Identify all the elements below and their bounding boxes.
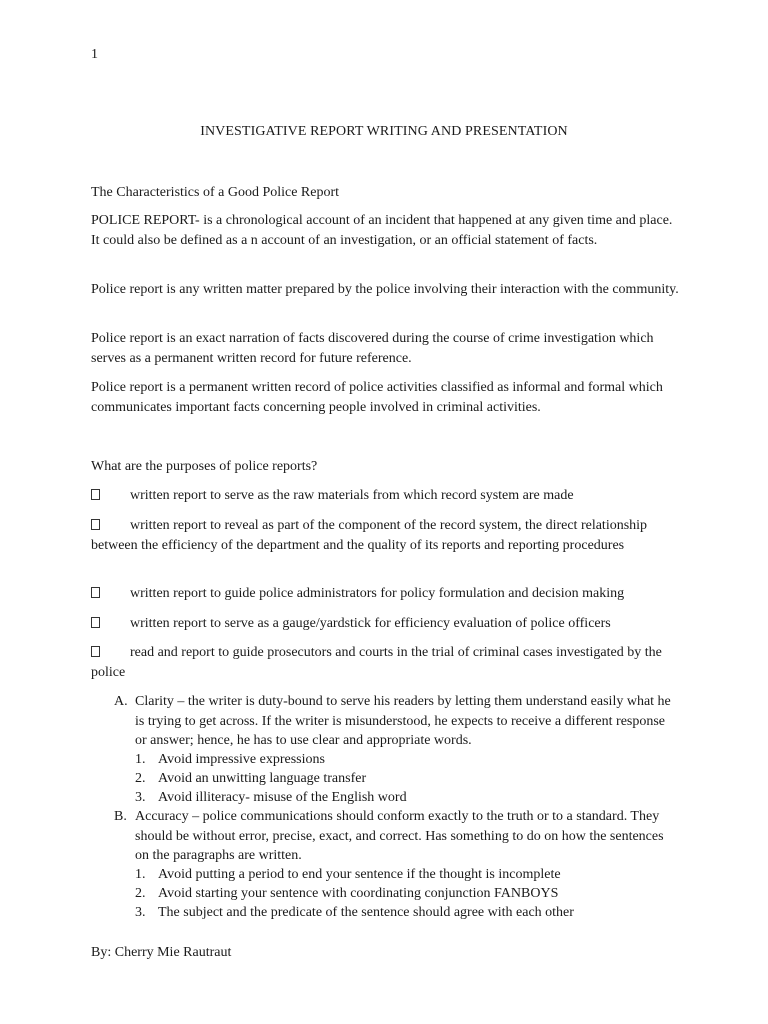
paragraph <box>91 329 681 368</box>
list-number: 1. <box>135 867 146 882</box>
purposes-heading-text: What are the purposes of police reports? <box>91 459 318 474</box>
characteristic-item <box>114 692 674 751</box>
list-item <box>91 614 681 634</box>
sub-list-item <box>135 865 655 884</box>
sub-list-text: Avoid putting a period to end your sentence if the thought is incomplete <box>158 867 561 882</box>
characteristic-text: Clarity – the writer is duty-bound to serve his readers by letting them understand easily what he is trying to get across. If the writer is misunderstood, he expects to receive a different response or answer; hence, he has to use clear and appropriate words. <box>135 694 671 748</box>
sub-list-item <box>135 750 655 769</box>
paragraph-text: POLICE REPORT- is a chronological account of an incident that happened at any given time and place. It could also be defined as a n account of an investigation, or an official statement of facts. <box>91 213 673 248</box>
sub-list-item <box>135 903 655 922</box>
sub-list-text: Avoid impressive expressions <box>158 752 325 767</box>
sub-list-item <box>135 769 655 788</box>
list-letter: A. <box>114 694 128 709</box>
paragraph <box>91 378 681 417</box>
bullet-box-icon <box>91 617 100 628</box>
list-item <box>91 584 681 604</box>
characteristic-item <box>114 807 674 866</box>
bullet-box-icon <box>91 489 100 500</box>
list-item-text: written report to serve as a gauge/yardstick for efficiency evaluation of police officers <box>130 616 611 631</box>
page-number: 1 <box>91 47 98 62</box>
list-number: 2. <box>135 771 146 786</box>
section-heading-text: The Characteristics of a Good Police Report <box>91 185 340 200</box>
sub-list-item <box>135 788 655 807</box>
list-item <box>91 643 681 682</box>
bullet-box-icon <box>91 587 100 598</box>
bullet-box-icon <box>91 646 100 657</box>
list-item <box>91 486 681 506</box>
sub-list-item <box>135 884 655 903</box>
sub-list-text: Avoid an unwitting language transfer <box>158 771 367 786</box>
list-number: 2. <box>135 886 146 901</box>
list-number: 3. <box>135 790 146 805</box>
list-item-text: written report to serve as the raw materials from which record system are made <box>130 488 574 503</box>
sub-list-text: The subject and the predicate of the sentence should agree with each other <box>158 905 574 920</box>
list-item-text: written report to reveal as part of the component of the record system, the direct relationship between the efficiency of the department and the quality of its reports and reporting procedures <box>91 518 648 553</box>
document-title: INVESTIGATIVE REPORT WRITING AND PRESENTATION <box>200 124 568 139</box>
bullet-box-icon <box>91 519 100 530</box>
characteristic-text: Accuracy – police communications should conform exactly to the truth or to a standard. They should be without error, precise, exact, and correct. Has something to do on how the sentences on the paragraphs are written. <box>135 809 664 863</box>
purposes-heading <box>91 457 681 477</box>
list-number: 3. <box>135 905 146 920</box>
paragraph-text: Police report is a permanent written record of police activities classified as informal and formal which communicates important facts concerning people involved in criminal activities. <box>91 380 663 415</box>
section-heading <box>91 183 681 203</box>
list-item-text: written report to guide police administrators for policy formulation and decision making <box>130 586 625 601</box>
sub-list-text: Avoid starting your sentence with coordinating conjunction FANBOYS <box>158 886 559 901</box>
list-number: 1. <box>135 752 146 767</box>
paragraph-text: Police report is any written matter prepared by the police involving their interaction with the community. <box>91 282 679 297</box>
author-line: By: Cherry Mie Rautraut <box>91 945 232 960</box>
list-letter: B. <box>114 809 127 824</box>
list-item-text: read and report to guide prosecutors and courts in the trial of criminal cases investigated by the police <box>91 645 662 680</box>
paragraph <box>91 280 681 300</box>
paragraph <box>91 211 681 250</box>
sub-list-text: Avoid illiteracy- misuse of the English word <box>158 790 407 805</box>
paragraph-text: Police report is an exact narration of facts discovered during the course of crime investigation which serves as a permanent written record for future reference. <box>91 331 654 366</box>
list-item <box>91 516 681 555</box>
